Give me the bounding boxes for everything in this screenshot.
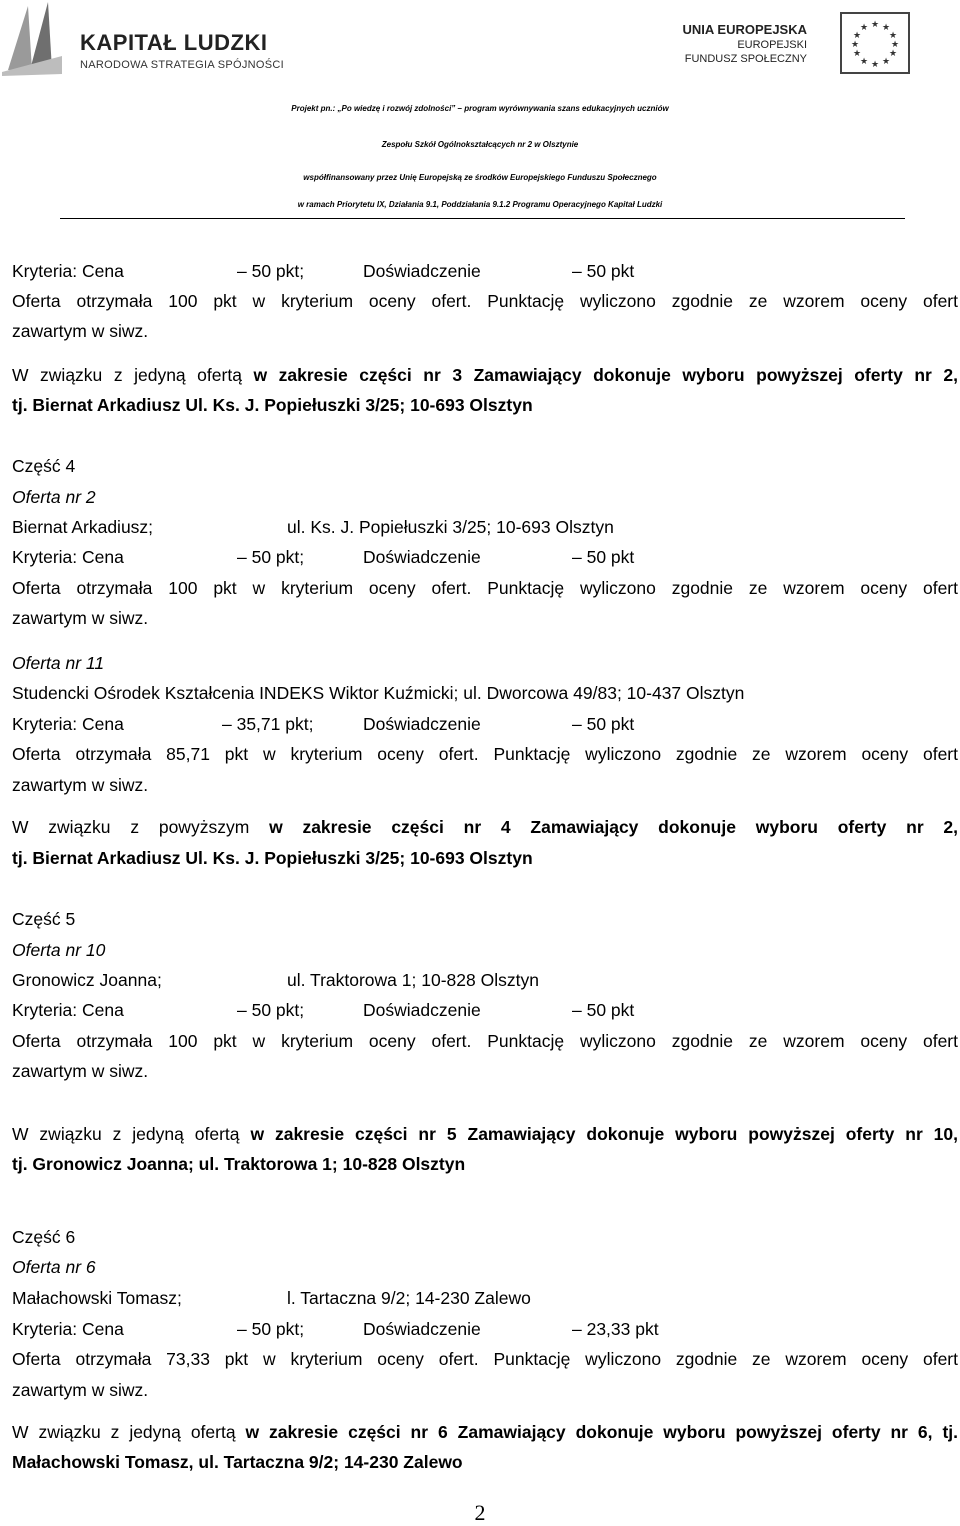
offer-name-address: Studencki Ośrodek Kształcenia INDEKS Wiktor Kuźmicki; ul. Dworcowa 49/83; 10-437 Olsztyn [12,683,745,703]
decision-line-2: Małachowski Tomasz, ul. Tartaczna 9/2; 14-230 Zalewo [12,1452,463,1472]
offer-label: Oferta nr 2 [12,487,96,507]
svg-text:★: ★ [859,23,869,33]
offer-name: Biernat Arkadiusz; [12,517,154,537]
svg-text:★: ★ [888,31,898,41]
criteria-row [12,546,712,568]
logo-right-line1: UNIA EUROPEJSKA [682,22,807,37]
decision-bold: w zakresie części nr 6 Zamawiający dokonuje wyboru powyższej oferty nr 6, tj. [245,1422,959,1442]
svg-text:★: ★ [852,49,862,59]
part6-title: Część 6 [12,1227,76,1247]
criteria-experience: – 50 pkt [572,261,635,281]
result-line: Oferta otrzymała 100 pkt w kryterium oceny ofert. Punktację wyliczono zgodnie ze wzorem oceny ofert [12,291,958,311]
criteria-row [12,713,712,735]
part4-title: Część 4 [12,456,76,476]
logo-right-line3: FUNDUSZ SPOŁECZNY [684,53,807,65]
criteria-price: – 50 pkt; [237,1319,305,1339]
decision-text: W związku z jedyną ofertą [12,1124,251,1144]
svg-text:★: ★ [850,40,860,50]
criteria-experience-label: Doświadczenie [363,1319,481,1339]
decision-text: W związku z powyższym [12,817,270,837]
result-line: Oferta otrzymała 100 pkt w kryterium oceny ofert. Punktację wyliczono zgodnie ze wzorem oceny ofert [12,578,958,598]
svg-text:★: ★ [881,23,891,33]
decision-bold: w zakresie części nr 5 Zamawiający dokonuje wyboru powyższej oferty nr 10, [250,1124,959,1144]
criteria-price: – 50 pkt; [237,547,305,567]
offer-label: Oferta nr 11 [12,653,105,673]
part5-title: Część 5 [12,909,76,929]
offer-label: Oferta nr 6 [12,1257,96,1277]
criteria-experience: – 50 pkt [572,547,635,567]
eu-logo [675,12,910,77]
offer-name: Małachowski Tomasz; [12,1288,182,1308]
svg-text:★: ★ [881,57,891,67]
criteria-experience-label: Doświadczenie [363,714,481,734]
svg-text:★: ★ [859,57,869,67]
criteria-label: Kryteria: Cena [12,547,124,567]
decision-bold: w zakresie części nr 3 Zamawiający dokonuje wyboru powyższej oferty nr 2, [253,365,958,385]
result-line-2: zawartym w siwz. [12,1061,149,1081]
result-line-2: zawartym w siwz. [12,608,149,628]
decision-line-2: tj. Gronowicz Joanna; ul. Traktorowa 1; 10-828 Olsztyn [12,1154,466,1174]
svg-text:★: ★ [890,40,900,50]
cofinance-line: współfinansowany przez Unię Europejską ze środków Europejskiego Funduszu Społecznego [303,173,657,182]
school-line: Zespołu Szkół Ogólnokształcących nr 2 w Olsztynie [381,140,579,149]
criteria-experience-label: Doświadczenie [363,1000,481,1020]
criteria-label: Kryteria: Cena [12,261,124,281]
project-line: Projekt pn.: „Po wiedzę i rozwój zdolności” – program wyrównywania szans edukacyjnych uczniów [291,104,669,113]
kapital-ludzki-logo [0,0,300,80]
decision-line [12,816,958,838]
decision-line-2: tj. Biernat Arkadiusz Ul. Ks. J. Popiełuszki 3/25; 10-693 Olsztyn [12,395,533,415]
criteria-row [12,260,712,282]
criteria-experience: – 50 pkt [572,1000,635,1020]
result-line-2: zawartym w siwz. [12,775,149,795]
offer-label: Oferta nr 10 [12,940,106,960]
criteria-label: Kryteria: Cena [12,714,124,734]
criteria-label: Kryteria: Cena [12,1319,124,1339]
criteria-row [12,999,712,1021]
page-number: 2 [474,1500,486,1525]
decision-line-2: tj. Biernat Arkadiusz Ul. Ks. J. Popiełuszki 3/25; 10-693 Olsztyn [12,848,533,868]
logo-right-line2: EUROPEJSKI [737,39,807,51]
decision-line [12,1123,958,1145]
criteria-price: – 50 pkt; [237,1000,305,1020]
criteria-experience: – 50 pkt [572,714,635,734]
decision-line [12,364,958,386]
offer-name: Gronowicz Joanna; [12,970,162,990]
offer-address: ul. Traktorowa 1; 10-828 Olsztyn [287,970,539,990]
decision-text: W związku z jedyną ofertą [12,1422,246,1442]
kapital-ludzki-emblem-icon [0,0,70,80]
result-line: Oferta otrzymała 100 pkt w kryterium oceny ofert. Punktację wyliczono zgodnie ze wzorem oceny ofert [12,1031,958,1051]
svg-text:★: ★ [888,49,898,59]
offer-address: l. Tartaczna 9/2; 14-230 Zalewo [287,1288,531,1308]
criteria-row [12,1318,712,1340]
decision-bold: w zakresie części nr 4 Zamawiający dokonuje wyboru oferty nr 2, [269,817,959,837]
svg-text:★: ★ [870,60,880,70]
priority-line: w ramach Priorytetu IX, Działania 9.1, Poddziałania 9.1.2 Programu Operacyjnego Kapitał Ludzki [297,200,663,209]
logo-left-title: KAPITAŁ LUDZKI [80,30,268,55]
criteria-label: Kryteria: Cena [12,1000,124,1020]
result-line-2: zawartym w siwz. [12,321,149,341]
result-line: Oferta otrzymała 85,71 pkt w kryterium oceny ofert. Punktację wyliczono zgodnie ze wzorem oceny ofert [12,744,958,764]
logo-left-subtitle: NARODOWA STRATEGIA SPÓJNOŚCI [80,59,284,71]
criteria-experience-label: Doświadczenie [363,261,481,281]
header-divider [60,218,905,219]
decision-text: W związku z jedyną ofertą [12,365,254,385]
result-line: Oferta otrzymała 73,33 pkt w kryterium oceny ofert. Punktację wyliczono zgodnie ze wzorem oceny ofert [12,1349,958,1369]
criteria-experience-label: Doświadczenie [363,547,481,567]
eu-flag-icon [840,12,910,74]
svg-text:★: ★ [852,31,862,41]
criteria-price: – 35,71 pkt; [222,714,314,734]
decision-line [12,1421,958,1443]
criteria-price: – 50 pkt; [237,261,305,281]
offer-address: ul. Ks. J. Popiełuszki 3/25; 10-693 Olsztyn [287,517,614,537]
result-line-2: zawartym w siwz. [12,1380,149,1400]
svg-text:★: ★ [870,20,880,30]
criteria-experience: – 23,33 pkt [572,1319,659,1339]
